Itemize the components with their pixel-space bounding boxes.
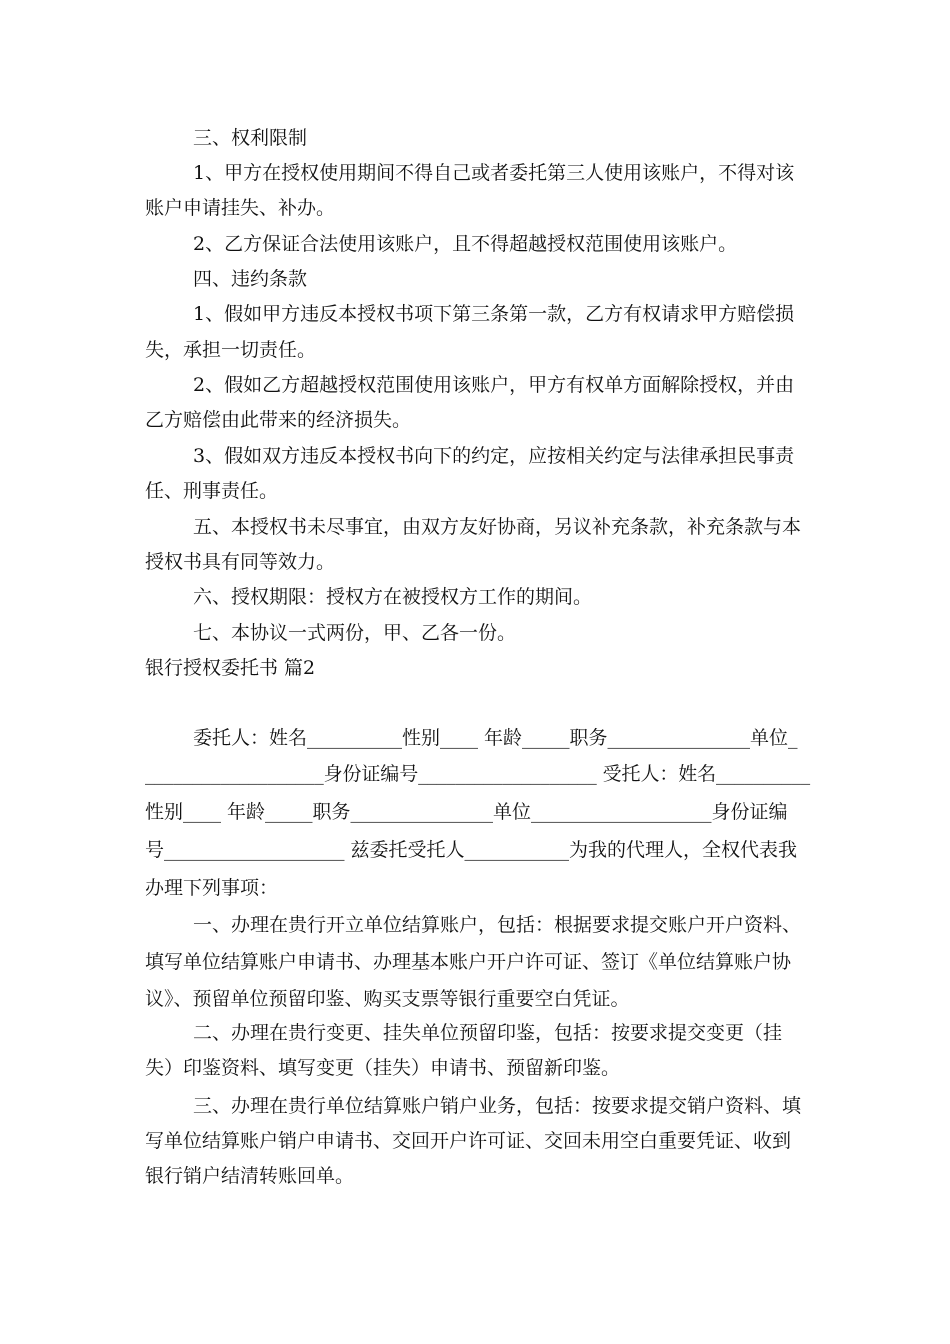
paragraph-line: 七、本协议一式两份，甲、乙各一份。 xyxy=(193,622,517,644)
paragraph-line: 一、办理在贵行开立单位结算账户，包括：根据要求提交账户开户资料、 xyxy=(193,914,802,936)
paragraph-line: 1、甲方在授权使用期间不得自己或者委托第三人使用该账户，不得对该 xyxy=(193,162,795,184)
paragraph-line: 银行销户结清转账回单。 xyxy=(145,1165,355,1187)
paragraph-line: 议》、预留单位预留印鉴、购买支票等银行重要空白凭证。 xyxy=(145,988,630,1010)
form-line: ___________________身份证编号___________________ 受托人：姓名__________ xyxy=(145,763,811,785)
paragraph-line: 失，承担一切责任。 xyxy=(145,339,317,361)
document-title-part2: 银行授权委托书 篇2 xyxy=(145,657,316,679)
section-heading-rights-limit: 三、权利限制 xyxy=(193,127,308,149)
paragraph-line: 失）印鉴资料、填写变更（挂失）申请书、预留新印鉴。 xyxy=(145,1057,621,1079)
paragraph-line: 授权书具有同等效力。 xyxy=(145,551,336,573)
form-line: 性别____ 年龄_____职务_______________单位___________________身份证编 xyxy=(145,801,788,823)
paragraph-line: 五、本授权书未尽事宜，由双方友好协商，另议补充条款，补充条款与本 xyxy=(193,516,802,538)
section-heading-breach: 四、违约条款 xyxy=(193,268,308,290)
paragraph-line: 2、假如乙方超越授权范围使用该账户，甲方有权单方面解除授权，并由 xyxy=(193,374,795,396)
paragraph-line: 3、假如双方违反本授权书向下的约定，应按相关约定与法律承担民事责 xyxy=(193,445,795,467)
paragraph-line: 六、授权期限：授权方在被授权方工作的期间。 xyxy=(193,586,593,608)
paragraph-line: 三、办理在贵行单位结算账户销户业务，包括：按要求提交销户资料、填 xyxy=(193,1095,802,1117)
paragraph-line: 二、办理在贵行变更、挂失单位预留印鉴，包括：按要求提交变更（挂 xyxy=(193,1022,783,1044)
paragraph-line: 填写单位结算账户申请书、办理基本账户开户许可证、签订《单位结算账户协 xyxy=(145,951,792,973)
paragraph-line: 任、刑事责任。 xyxy=(145,480,279,502)
form-line: 办理下列事项： xyxy=(145,877,279,899)
form-line-principal: 委托人：姓名__________性别____ 年龄_____职务_______________单位_ xyxy=(193,727,798,749)
paragraph-line: 写单位结算账户销户申请书、交回开户许可证、交回未用空白重要凭证、收到 xyxy=(145,1130,792,1152)
paragraph-line: 2、乙方保证合法使用该账户，且不得超越授权范围使用该账户。 xyxy=(193,233,738,255)
form-line: 号___________________ 兹委托受托人___________为我的代理人，全权代表我 xyxy=(145,839,798,861)
paragraph-line: 账户申请挂失、补办。 xyxy=(145,197,336,219)
paragraph-line: 乙方赔偿由此带来的经济损失。 xyxy=(145,409,412,431)
paragraph-line: 1、假如甲方违反本授权书项下第三条第一款，乙方有权请求甲方赔偿损 xyxy=(193,303,795,325)
